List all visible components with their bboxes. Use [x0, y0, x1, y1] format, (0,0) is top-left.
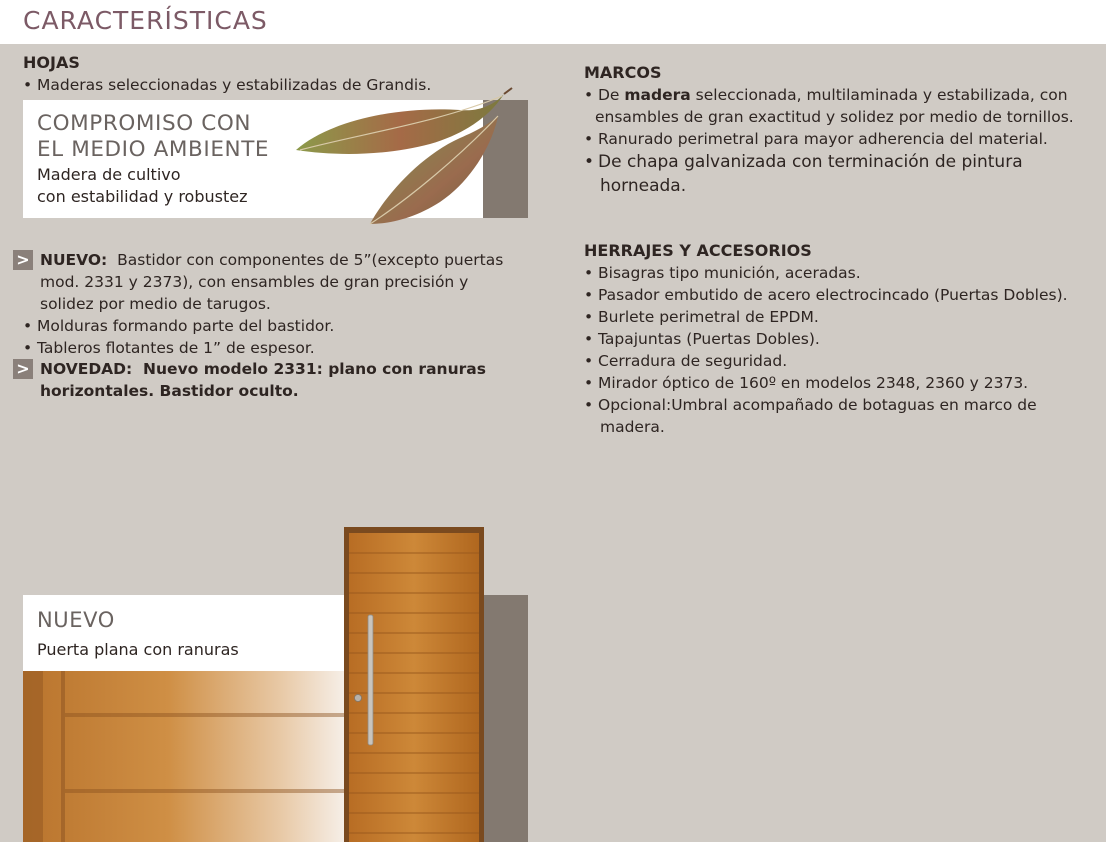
herrajes-item: • Mirador óptico de 160º en modelos 2348, 2360 y 2373.	[584, 374, 1029, 392]
door-closeup-image	[23, 671, 345, 842]
nuevo-arrow-icon: >	[13, 250, 33, 270]
novedad-line1: NOVEDAD: Nuevo modelo 2331: plano con ranuras	[40, 360, 486, 378]
nuevo-card	[23, 595, 345, 671]
novedad-line2: horizontales. Bastidor oculto.	[40, 382, 299, 400]
nuevo-card-title: NUEVO	[37, 608, 115, 632]
leaf-stem	[504, 88, 512, 94]
hojas-bullet-1: • Maderas seleccionadas y estabilizadas de Grandis.	[23, 76, 432, 94]
leaves-image	[290, 86, 520, 236]
novedad-arrow-icon: >	[13, 359, 33, 379]
marcos-bullet-1-line2: ensambles de gran exactitud y solidez por medio de tornillos.	[595, 108, 1074, 126]
marcos-bullet-2: • Ranurado perimetral para mayor adherencia del material.	[584, 130, 1048, 148]
env-title-line1: COMPROMISO CON	[37, 111, 252, 136]
marcos-heading: MARCOS	[584, 63, 662, 82]
herrajes-heading: HERRAJES Y ACCESORIOS	[584, 241, 812, 260]
page-title: CARACTERÍSTICAS	[23, 6, 268, 35]
nuevo-line3: solidez por medio de tarugos.	[40, 295, 271, 313]
hojas-heading: HOJAS	[23, 53, 80, 72]
marcos-bullet-1: • De madera seleccionada, multilaminada y estabilizada, con	[584, 86, 1068, 104]
extra-bullet-2: • Tableros flotantes de 1” de espesor.	[23, 339, 315, 357]
door-image	[344, 527, 484, 842]
marcos-bullet-3-line2: horneada.	[600, 176, 687, 196]
herrajes-item: • Cerradura de seguridad.	[584, 352, 788, 370]
nuevo-line2: mod. 2331 y 2373), con ensambles de gran precisión y	[40, 273, 469, 291]
extra-bullet-1: • Molduras formando parte del bastidor.	[23, 317, 335, 335]
marcos-bullet-3: • De chapa galvanizada con terminación de pintura	[584, 152, 1023, 172]
herrajes-item: • Bisagras tipo munición, aceradas.	[584, 264, 861, 282]
nuevo-card-subtitle: Puerta plana con ranuras	[37, 640, 239, 659]
herrajes-item: • Tapajuntas (Puertas Dobles).	[584, 330, 820, 348]
herrajes-item: • Burlete perimetral de EPDM.	[584, 308, 819, 326]
env-title-line2: EL MEDIO AMBIENTE	[37, 137, 270, 162]
nuevo-line1: NUEVO: Bastidor con componentes de 5”(excepto puertas	[40, 251, 504, 269]
env-text-line1: Madera de cultivo	[37, 165, 181, 184]
herrajes-item-last: • Opcional:Umbral acompañado de botaguas en marco de	[584, 396, 1037, 414]
door-lock	[355, 695, 362, 702]
door-shadow	[483, 595, 528, 842]
door-handle	[368, 615, 373, 745]
env-text-line2: con estabilidad y robustez	[37, 187, 248, 206]
herrajes-item-last-line2: madera.	[600, 418, 665, 436]
herrajes-item: • Pasador embutido de acero electrocincado (Puertas Dobles).	[584, 286, 1068, 304]
